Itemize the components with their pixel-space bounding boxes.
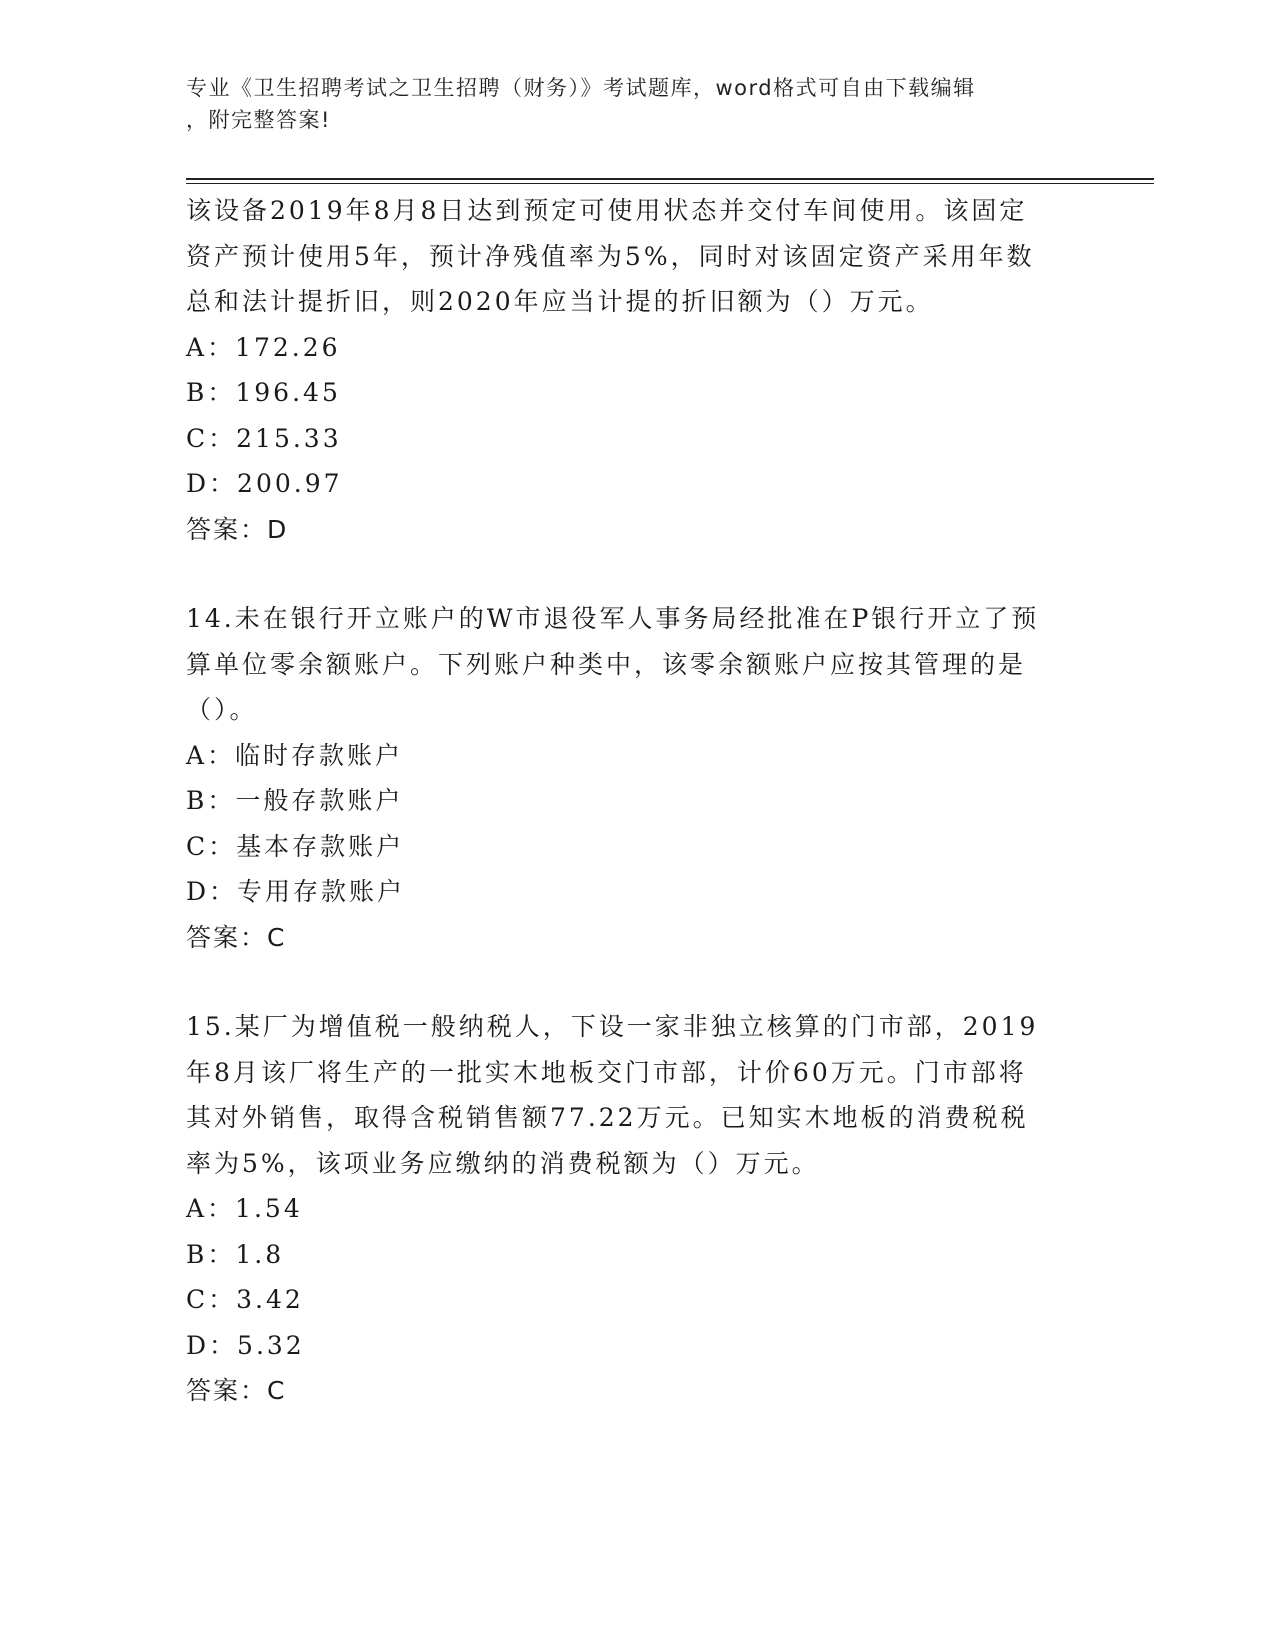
option-b: B：196.45 <box>186 378 341 407</box>
answer-label: 答案： <box>186 922 268 952</box>
question-stem-line: 资产预计使用5年，预计净残值率为5%，同时对该固定资产采用年数 <box>186 241 1035 271</box>
question-block <box>186 596 1086 960</box>
option-d: D：200.97 <box>186 469 343 498</box>
answer-line <box>186 507 1086 553</box>
option-c: C：215.33 <box>186 423 342 453</box>
question-stem-line: 总和法计提折旧，则2020年应当计提的折旧额为（）万元。 <box>186 287 934 316</box>
question-stem-line: 算单位零余额账户。下列账户种类中，该零余额账户应按其管理的是 <box>186 649 1027 679</box>
option-a: A：1.54 <box>186 1194 303 1223</box>
question-stem-line: 14.未在银行开立账户的W市退役军人事务局经批准在P银行开立了预 <box>186 604 1040 633</box>
answer-line <box>186 1368 1086 1414</box>
answer-value: C <box>267 1376 287 1405</box>
answer-label: 答案： <box>186 1376 268 1405</box>
answer-value: C <box>267 922 287 952</box>
answer-line <box>186 915 1086 961</box>
question-stem-line: 年8月该厂将生产的一批实木地板交门市部，计价60万元。门市部将 <box>186 1057 1027 1087</box>
header-line-1: 专业《卫生招聘考试之卫生招聘（财务）》考试题库，word格式可自由下载编辑 <box>186 76 976 100</box>
header-line-2: ，附完整答案! <box>186 108 331 132</box>
document-header <box>186 72 1066 136</box>
question-stem-line: 15.某厂为增值税一般纳税人，下设一家非独立核算的门市部，2019 <box>186 1012 1039 1041</box>
answer-label: 答案： <box>186 514 268 544</box>
option-d: D：5.32 <box>186 1330 305 1360</box>
option-b: B：1.8 <box>186 1239 285 1269</box>
answer-value: D <box>267 514 289 544</box>
question-stem-line: 率为5%，该项业务应缴纳的消费税额为（）万元。 <box>186 1148 820 1178</box>
question-block <box>186 188 1086 552</box>
question-stem-line: 其对外销售，取得含税销售额77.22万元。已知实木地板的消费税税 <box>186 1103 1029 1132</box>
option-c: C：基本存款账户 <box>186 831 405 861</box>
header-divider-thin <box>186 183 1154 184</box>
option-a: A：172.26 <box>186 332 341 362</box>
option-c: C：3.42 <box>186 1285 304 1314</box>
option-a: A：临时存款账户 <box>186 740 404 770</box>
question-stem-line: （）。 <box>186 695 258 724</box>
option-b: B：一般存款账户 <box>186 786 404 815</box>
header-divider-thick <box>186 178 1154 180</box>
question-block <box>186 1004 1086 1414</box>
question-stem-line: 该设备2019年8月8日达到预定可使用状态并交付车间使用。该固定 <box>186 196 1028 225</box>
option-d: D：专用存款账户 <box>186 877 406 906</box>
